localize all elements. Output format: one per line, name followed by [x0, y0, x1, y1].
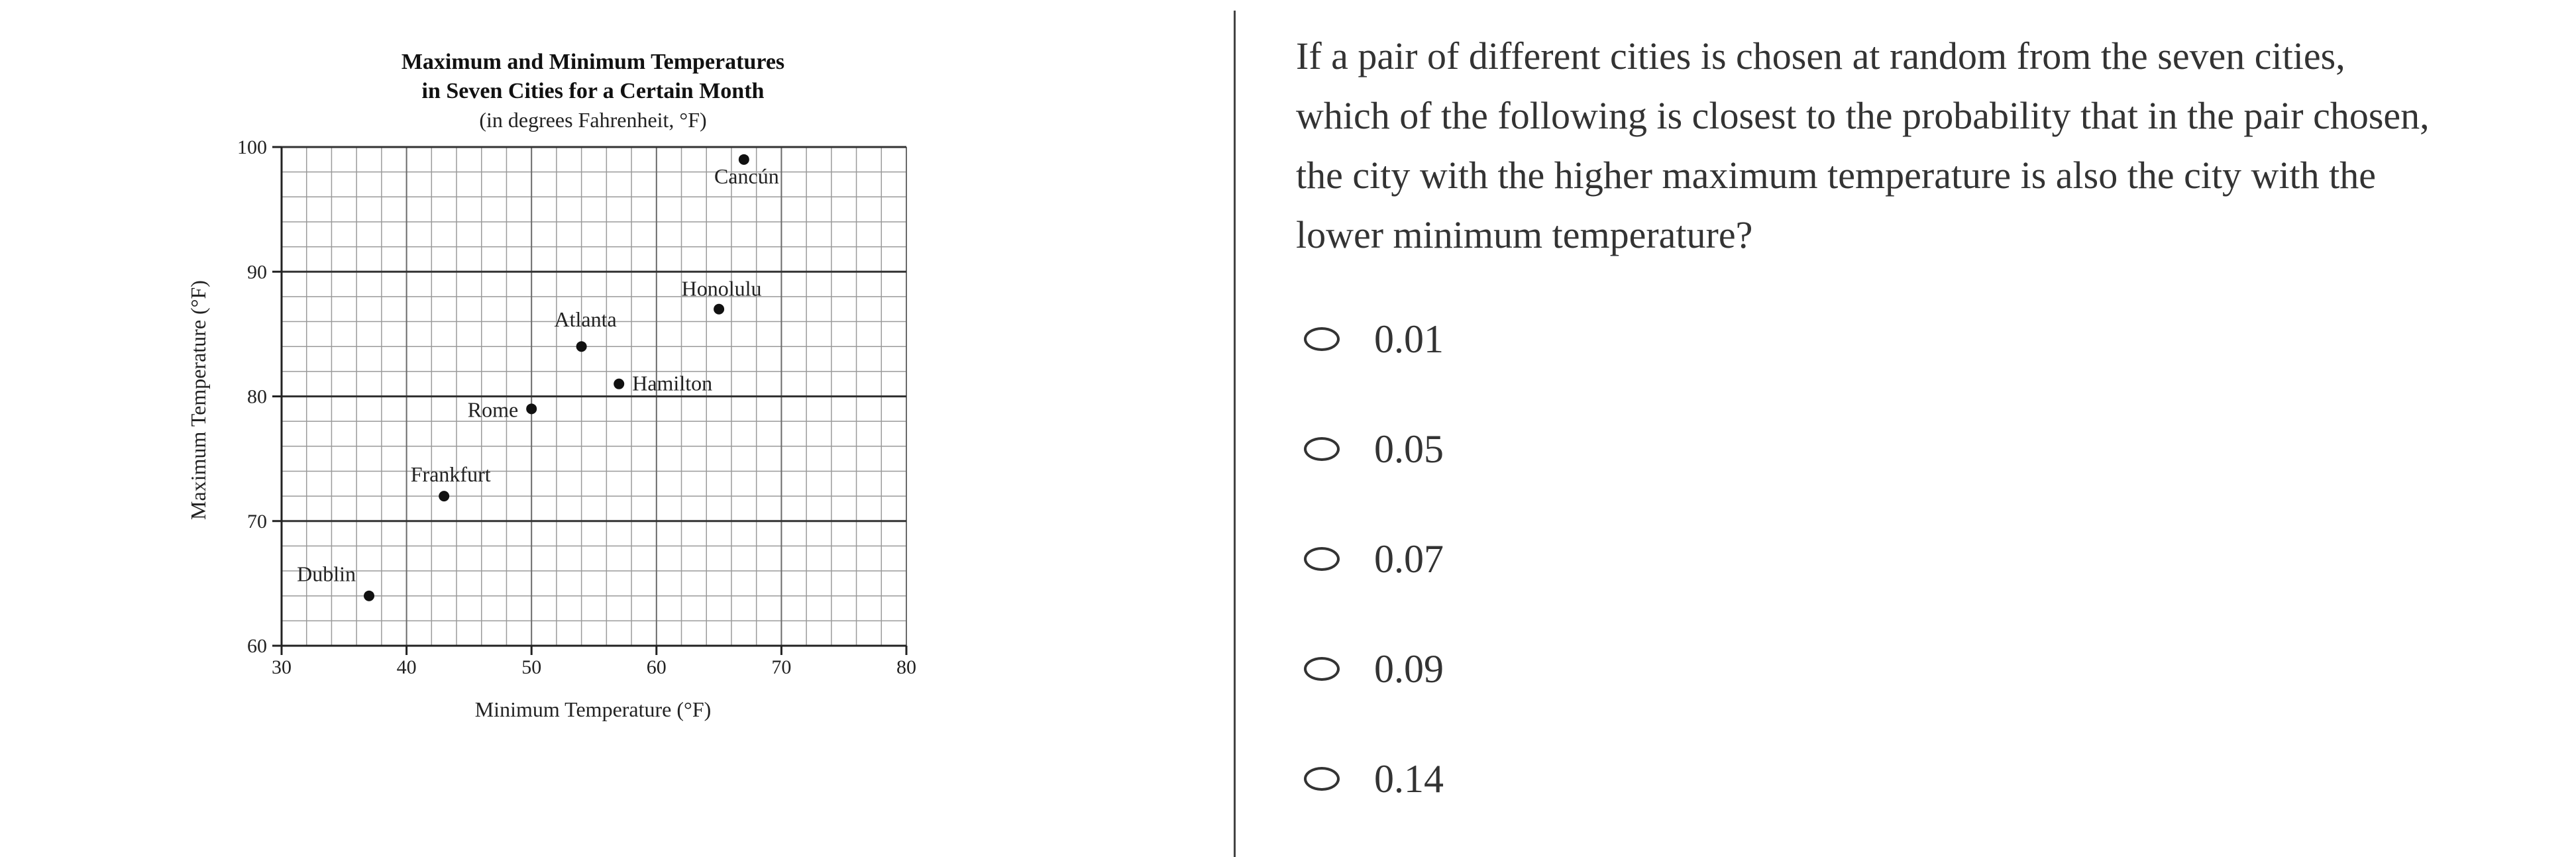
- x-tick-label: 70: [771, 656, 792, 678]
- radio-icon[interactable]: [1304, 327, 1340, 351]
- x-tick-label: 40: [396, 656, 417, 678]
- answer-choice-b[interactable]: [1296, 417, 2436, 481]
- data-point-atlanta: [576, 341, 587, 352]
- temperature-scatter-chart: [0, 0, 1232, 857]
- answer-label: 0.09: [1374, 646, 1444, 691]
- answer-choices: [1296, 307, 2436, 811]
- panel-divider: [1234, 11, 1236, 857]
- y-tick-label: 60: [247, 635, 267, 657]
- answer-label: 0.07: [1374, 536, 1444, 581]
- data-point-rome: [526, 403, 537, 414]
- point-label-rome: Rome: [467, 397, 519, 422]
- answer-choice-c[interactable]: [1296, 527, 2436, 591]
- y-tick-label: 100: [237, 136, 267, 158]
- point-label-dublin: Dublin: [297, 562, 356, 586]
- data-point-dublin: [364, 591, 374, 601]
- radio-icon[interactable]: [1304, 767, 1340, 791]
- radio-icon[interactable]: [1304, 437, 1340, 461]
- data-point-frankfurt: [439, 491, 449, 501]
- point-label-hamilton: Hamilton: [632, 371, 713, 395]
- x-tick-label: 50: [521, 656, 542, 678]
- chart-grid: [237, 136, 916, 678]
- question-text: If a pair of different cities is chosen at random from the seven cities, which of the following is closest to the probability that in the pair chosen, the city with the higher maximum temperature is also the city with the lower minimum temperature?: [1296, 34, 2430, 256]
- radio-icon[interactable]: [1304, 657, 1340, 681]
- chart-subtitle: (in degrees Fahrenheit, °F): [479, 108, 707, 132]
- answer-label: 0.05: [1374, 427, 1444, 471]
- y-tick-label: 80: [247, 385, 267, 408]
- x-axis-title: Minimum Temperature (°F): [474, 697, 712, 721]
- data-point-hamilton: [614, 379, 624, 389]
- x-tick-label: 80: [896, 656, 916, 678]
- answer-label: 0.14: [1374, 756, 1444, 801]
- data-point-cancn: [739, 154, 749, 165]
- chart-svg: [0, 0, 1232, 857]
- answer-label: 0.01: [1374, 317, 1444, 361]
- data-point-honolulu: [714, 304, 724, 315]
- x-tick-label: 30: [272, 656, 292, 678]
- point-label-atlanta: Atlanta: [554, 307, 617, 332]
- y-tick-label: 70: [247, 510, 267, 532]
- answer-choice-a[interactable]: [1296, 307, 2436, 371]
- y-tick-label: 90: [247, 261, 267, 283]
- answer-choice-d[interactable]: [1296, 637, 2436, 701]
- chart-title: Maximum and Minimum Temperatures: [401, 50, 785, 74]
- point-label-frankfurt: Frankfurt: [410, 462, 491, 487]
- answer-choice-e[interactable]: [1296, 747, 2436, 811]
- point-label-honolulu: Honolulu: [681, 276, 762, 301]
- chart-title-line2: in Seven Cities for a Certain Month: [421, 79, 765, 103]
- question-panel: [1296, 26, 2436, 857]
- point-label-cancn: Cancún: [714, 164, 779, 188]
- x-tick-label: 60: [646, 656, 667, 678]
- y-axis-title: Maximum Temperature (°F): [186, 280, 210, 520]
- radio-icon[interactable]: [1304, 547, 1340, 571]
